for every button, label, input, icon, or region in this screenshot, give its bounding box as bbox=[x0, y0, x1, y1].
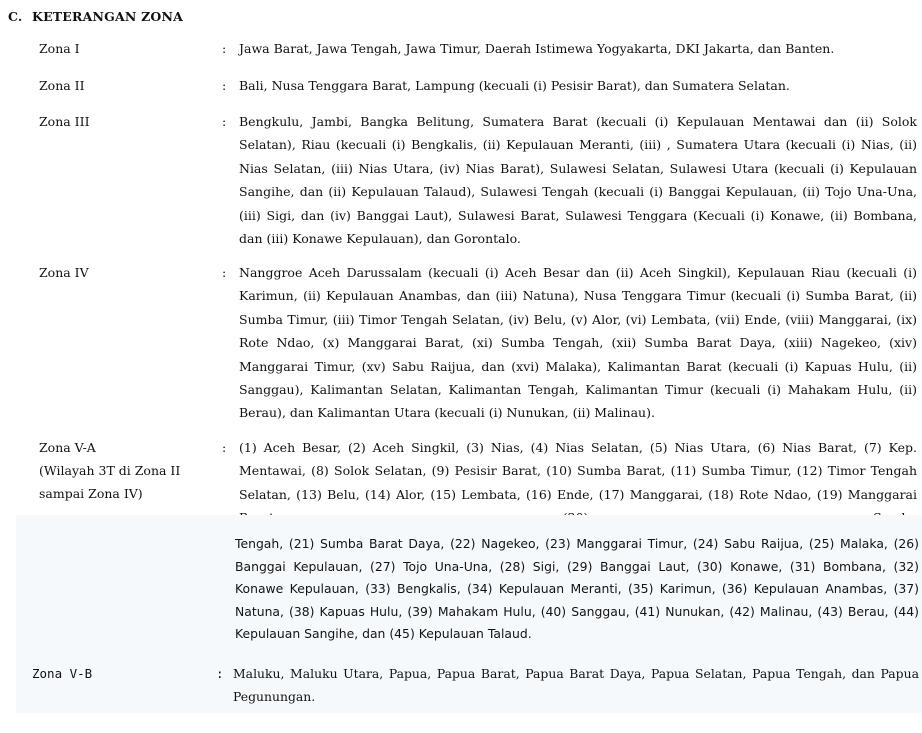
zone-colon: : bbox=[222, 114, 227, 129]
section-number: C. bbox=[8, 9, 23, 24]
zone-value: Bengkulu, Jambi, Bangka Belitung, Sumatera Barat (kecuali (i) Kepulauan Mentawai dan (ii) Solok Selatan), Riau (kecuali (i) Bengkalis, (ii) Kepulauan Meranti, (iii) , Sumatera Utara (kecuali (i) Nias, (ii) Nias Selatan, (iii) Nias Utara, (iv) Nias Barat), Sulawesi Selatan, Sulawesi Utara (kecuali (i) Kepulauan Sangihe, dan (ii) Kepulauan Talaud), Sulawesi Tengah (kecuali (i) Banggai Kepulauan, (ii) Tojo Una-Una, (iii) Sigi, dan (iv) Banggai Laut), Sulawesi Barat, Sulawesi Tenggara (Kecuali (i) Konawe, (ii) Bombana, dan (iii) Konawe Kepulauan), dan Gorontalo. bbox=[239, 114, 917, 247]
zone-label bbox=[39, 436, 219, 506]
zone-value: Bali, Nusa Tenggara Barat, Lampung (kecuali (i) Pesisir Barat), dan Sumatera Selatan. bbox=[239, 78, 790, 93]
section-heading bbox=[8, 9, 183, 24]
zone-colon: : bbox=[222, 440, 227, 455]
zone-colon: : bbox=[222, 78, 227, 93]
zone-value: Nanggroe Aceh Darussalam (kecuali (i) Aceh Besar dan (ii) Aceh Singkil), Kepulauan Riau (kecuali (i) Karimun, (ii) Kepulauan Anambas, dan (iii) Natuna), Nusa Tenggara Timur (kecuali (i) Sumba Barat, (ii) Sumba Timur, (iii) Timor Tengah Selatan, (iv) Belu, (v) Alor, (vi) Lembata, (vii) Ende, (viii) Manggarai, (ix) Rote Ndao, (x) Manggarai Barat, (xi) Sumba Tengah, (xii) Sumba Barat Daya, (xiii) Nagekeo, (xiv) Manggarai Timur, (xv) Sabu Raijua, dan (xvi) Malaka), Kalimantan Barat (kecuali (i) Kapuas Hulu, (ii) Sanggau), Kalimantan Selatan, Kalimantan Tengah, Kalimantan Timur (kecuali (i) Mahakam Hulu, (ii) Berau), dan Kalimantan Utara (kecuali (i) Nunukan, (ii) Malinau). bbox=[239, 265, 917, 421]
zone-label-line-1: Zona V-A bbox=[39, 440, 96, 455]
zone-value: Jawa Barat, Jawa Tengah, Jawa Timur, Daerah Istimewa Yogyakarta, DKI Jakarta, dan Banten. bbox=[239, 41, 835, 56]
zone-label: Zona II bbox=[39, 78, 85, 93]
zone-label: Zona I bbox=[39, 41, 80, 56]
zone-colon: : bbox=[216, 666, 224, 681]
zone-label: Zona V-B bbox=[32, 666, 93, 681]
zone-colon: : bbox=[222, 265, 227, 280]
zone-value-part-2: Tengah, (21) Sumba Barat Daya, (22) Nagekeo, (23) Manggarai Timur, (24) Sabu Raijua, (25) Malaka, (26) Banggai Kepulauan, (27) Tojo Una-Una, (28) Sigi, (29) Banggai Laut, (30) Konawe, (31) Bombana, (32) Konawe Kepulauan, (33) Bengkalis, (34) Kepulauan Meranti, (35) Karimun, (36) Kepulauan Anambas, (37) Natuna, (38) Kapuas Hulu, (39) Mahakam Hulu, (40) Sanggau, (41) Nunukan, (42) Malinau, (43) Berau, (44) Kepulauan Sangihe, dan (45) Kepulauan Talaud. bbox=[235, 536, 919, 642]
zone-label: Zona III bbox=[39, 114, 90, 129]
zone-label-line-2: (Wilayah 3T di Zona II bbox=[39, 463, 181, 479]
zone-label: Zona IV bbox=[39, 265, 89, 280]
section-title: KETERANGAN ZONA bbox=[32, 9, 184, 24]
zone-label-line-3: sampai Zona IV) bbox=[39, 486, 143, 502]
zone-colon: : bbox=[222, 41, 227, 56]
zone-value-part-1: (1) Aceh Besar, (2) Aceh Singkil, (3) Nias, (4) Nias Selatan, (5) Nias Utara, (6) Nias Barat, (7) Kep. Mentawai, (8) Solok Selatan, (9) Pesisir Barat, (10) Sumba Barat, (11) Sumba Timur, (12) Timor Tengah Selatan, (13) Belu, (14) Alor, (15) Lembata, (16) Ende, (17) Manggarai, (18) Rote Ndao, (19) Manggarai bbox=[239, 440, 917, 502]
zone-value: Maluku, Maluku Utara, Papua, Papua Barat, Papua Barat Daya, Papua Selatan, Papua Tengah, dan Papua Pegunungan. bbox=[233, 666, 919, 704]
